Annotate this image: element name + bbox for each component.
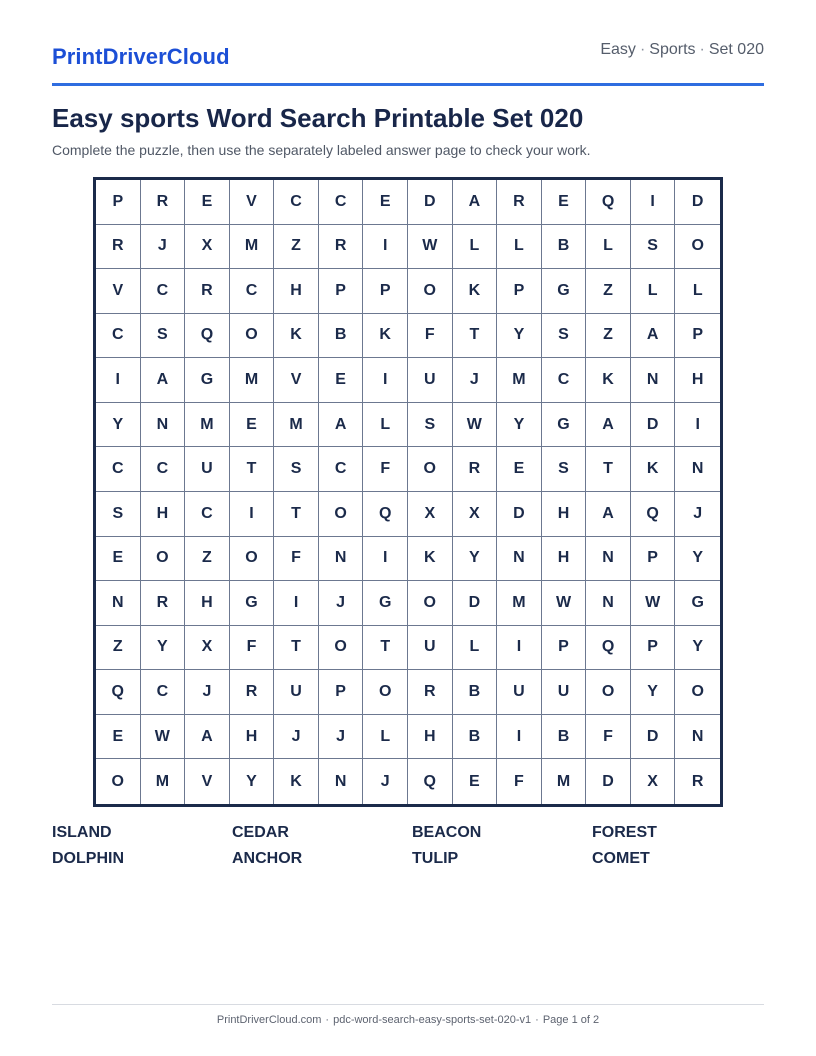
grid-cell: Y [230, 759, 275, 804]
grid-cell: S [96, 492, 141, 537]
grid-cell: T [230, 447, 275, 492]
grid-cell: K [363, 314, 408, 359]
grid-cell: S [542, 314, 587, 359]
grid-cell: G [542, 403, 587, 448]
grid-cell: B [319, 314, 364, 359]
grid-cell: U [185, 447, 230, 492]
grid-cell: I [675, 403, 720, 448]
grid-cell: J [675, 492, 720, 537]
meta-category: Sports [649, 41, 696, 58]
grid-cell: V [96, 269, 141, 314]
grid-cell: E [319, 358, 364, 403]
grid-cell: Y [631, 670, 676, 715]
grid-cell: L [586, 225, 631, 270]
grid-cell: P [631, 537, 676, 582]
grid-cell: O [230, 537, 275, 582]
grid-cell: N [96, 581, 141, 626]
grid-cell: H [274, 269, 319, 314]
grid-cell: I [497, 715, 542, 760]
grid-cell: H [542, 492, 587, 537]
grid-cell: X [631, 759, 676, 804]
grid-cell: O [675, 670, 720, 715]
meta-set: Set 020 [708, 41, 764, 58]
grid-cell: R [141, 180, 186, 225]
grid-cell: O [408, 447, 453, 492]
grid-cell: I [497, 626, 542, 671]
grid-cell: E [453, 759, 498, 804]
grid-cell: G [675, 581, 720, 626]
grid-cell: L [631, 269, 676, 314]
grid-cell: I [274, 581, 319, 626]
grid-cell: Y [96, 403, 141, 448]
page-subtitle: Complete the puzzle, then use the separately labeled answer page to check your work. [52, 142, 591, 158]
grid-cell: R [141, 581, 186, 626]
grid-cell: C [141, 447, 186, 492]
grid-cell: D [631, 403, 676, 448]
grid-cell: O [319, 492, 364, 537]
grid-cell: W [631, 581, 676, 626]
grid-cell: S [542, 447, 587, 492]
grid-cell: C [319, 447, 364, 492]
footer-divider [52, 1004, 764, 1005]
grid-cell: A [453, 180, 498, 225]
grid-cell: F [586, 715, 631, 760]
grid-cell: N [319, 537, 364, 582]
grid-cell: C [141, 269, 186, 314]
grid-cell: D [631, 715, 676, 760]
grid-cell: L [363, 715, 408, 760]
word-list-item: TULIP [412, 850, 459, 867]
grid-cell: E [363, 180, 408, 225]
grid-cell: K [408, 537, 453, 582]
word-search-grid [93, 177, 723, 807]
grid-cell: C [274, 180, 319, 225]
brand-logo: PrintDriverCloud [52, 44, 230, 69]
grid-cell: R [319, 225, 364, 270]
grid-cell: O [408, 581, 453, 626]
grid-cell: G [542, 269, 587, 314]
grid-cell: X [453, 492, 498, 537]
grid-cell: P [542, 626, 587, 671]
grid-cell: K [274, 314, 319, 359]
grid-cell: O [675, 225, 720, 270]
grid-cell: T [274, 626, 319, 671]
grid-cell: W [141, 715, 186, 760]
word-list [52, 824, 772, 868]
meta-separator: · [699, 41, 705, 58]
grid-cell: P [497, 269, 542, 314]
footer-separator: · [535, 1014, 539, 1026]
grid-cell: O [319, 626, 364, 671]
page-footer [0, 1014, 816, 1026]
grid-cell: R [497, 180, 542, 225]
grid-cell: O [96, 759, 141, 804]
grid-cell: D [586, 759, 631, 804]
grid-cell: W [542, 581, 587, 626]
grid-cell: N [675, 447, 720, 492]
grid-cell: Q [363, 492, 408, 537]
grid-cell: E [230, 403, 275, 448]
footer-document-id: pdc-word-search-easy-sports-set-020-v1 [333, 1014, 532, 1026]
grid-cell: I [363, 225, 408, 270]
grid-cell: I [363, 358, 408, 403]
grid-cell: Q [586, 180, 631, 225]
grid-cell: B [453, 715, 498, 760]
grid-cell: Q [408, 759, 453, 804]
grid-cell: L [453, 626, 498, 671]
grid-cell: D [408, 180, 453, 225]
grid-cell: N [586, 581, 631, 626]
grid-cell: C [542, 358, 587, 403]
grid-cell: S [274, 447, 319, 492]
grid-cell: C [96, 314, 141, 359]
word-list-item: BEACON [412, 824, 482, 841]
grid-cell: E [96, 715, 141, 760]
grid-cell: Z [586, 314, 631, 359]
grid-cell: X [185, 626, 230, 671]
grid-cell: D [497, 492, 542, 537]
grid-cell: N [675, 715, 720, 760]
grid-cell: P [319, 269, 364, 314]
grid-cell: O [586, 670, 631, 715]
grid-cell: I [363, 537, 408, 582]
grid-cell: F [363, 447, 408, 492]
grid-cell: O [408, 269, 453, 314]
grid-cell: C [96, 447, 141, 492]
grid-cell: A [319, 403, 364, 448]
grid-cell: Z [185, 537, 230, 582]
meta-difficulty: Easy [600, 41, 636, 58]
word-list-item: ANCHOR [232, 850, 303, 867]
grid-cell: H [230, 715, 275, 760]
grid-cell: I [96, 358, 141, 403]
grid-cell: L [453, 225, 498, 270]
footer-site: PrintDriverCloud.com [216, 1014, 322, 1026]
word-list-item: CEDAR [232, 824, 289, 841]
grid-cell: M [497, 358, 542, 403]
grid-cell: Y [497, 314, 542, 359]
grid-cell: V [185, 759, 230, 804]
grid-cell: J [141, 225, 186, 270]
grid-cell: P [675, 314, 720, 359]
grid-cell: O [363, 670, 408, 715]
grid-cell: D [675, 180, 720, 225]
grid-cell: N [319, 759, 364, 804]
grid-cell: R [453, 447, 498, 492]
grid-cell: U [408, 626, 453, 671]
grid-cell: N [141, 403, 186, 448]
grid-cell: T [586, 447, 631, 492]
grid-cell: B [453, 670, 498, 715]
grid-cell: R [691, 772, 704, 790]
grid-cell: Y [675, 537, 720, 582]
word-list-item: FOREST [592, 824, 657, 841]
grid-cell: J [274, 715, 319, 760]
grid-cell: L [675, 269, 720, 314]
grid-cell: K [453, 269, 498, 314]
grid-cell: P [363, 269, 408, 314]
grid-cell: U [408, 358, 453, 403]
footer-separator: · [325, 1014, 330, 1026]
word-list-item: ISLAND [52, 824, 112, 841]
footer-page-number: Page 1 of 2 [542, 1014, 600, 1026]
grid-cell: B [542, 225, 587, 270]
grid-cell: D [453, 581, 498, 626]
grid-cell: N [586, 537, 631, 582]
grid-cell: P [631, 626, 676, 671]
grid-cell: E [497, 447, 542, 492]
grid-cell: M [274, 403, 319, 448]
grid-cell: Q [631, 492, 676, 537]
grid-cell: O [230, 314, 275, 359]
grid-cell: L [363, 403, 408, 448]
grid-cell: J [185, 670, 230, 715]
grid-cell: J [319, 715, 364, 760]
grid-cell: F [230, 626, 275, 671]
grid-cell: A [586, 492, 631, 537]
grid-cell: N [497, 537, 542, 582]
grid-cell: R [408, 670, 453, 715]
grid-cell: U [497, 670, 542, 715]
grid-cell: T [274, 492, 319, 537]
grid-cell: G [363, 581, 408, 626]
grid-cell: F [408, 314, 453, 359]
grid-cell: Y [497, 403, 542, 448]
grid-cell: V [230, 180, 275, 225]
grid-cell: J [453, 358, 498, 403]
grid-cell: W [408, 225, 453, 270]
word-list-item: DOLPHIN [52, 850, 124, 867]
grid-cell: G [185, 358, 230, 403]
grid-cell: J [363, 759, 408, 804]
grid-cell: K [274, 759, 319, 804]
grid-cell: A [185, 715, 230, 760]
grid-cell: M [497, 581, 542, 626]
grid-cell: T [453, 314, 498, 359]
grid-cell: L [497, 225, 542, 270]
grid-cell: Y [675, 626, 720, 671]
grid-cell: F [497, 759, 542, 804]
grid-cell: I [230, 492, 275, 537]
grid-cell: Q [96, 670, 141, 715]
grid-cell: O [141, 537, 186, 582]
grid-cell: M [141, 759, 186, 804]
grid-cell: H [141, 492, 186, 537]
grid-cell: W [453, 403, 498, 448]
grid-cell: T [363, 626, 408, 671]
grid-cell: P [96, 180, 141, 225]
grid-cell: C [230, 269, 275, 314]
grid-cell: U [542, 670, 587, 715]
grid-cell: R [96, 225, 141, 270]
grid-cell: M [230, 358, 275, 403]
grid-cell: Q [185, 314, 230, 359]
grid-cell: E [185, 180, 230, 225]
grid-cell: M [230, 225, 275, 270]
grid-cell: Q [586, 626, 631, 671]
grid-cell: C [185, 492, 230, 537]
grid-cell: Y [453, 537, 498, 582]
grid-cell: Z [274, 225, 319, 270]
grid-cell: Z [586, 269, 631, 314]
grid-cell: Z [96, 626, 141, 671]
grid-cell: K [631, 447, 676, 492]
grid-cell: N [631, 358, 676, 403]
grid-cell: R [185, 269, 230, 314]
grid-cell: Y [141, 626, 186, 671]
grid-cell: M [542, 759, 587, 804]
page-title: Easy sports Word Search Printable Set 020 [52, 103, 584, 133]
grid-cell: X [408, 492, 453, 537]
grid-cell: H [408, 715, 453, 760]
grid-cell: C [141, 670, 186, 715]
grid-cell: C [319, 180, 364, 225]
grid-cell: G [230, 581, 275, 626]
grid-cell: X [185, 225, 230, 270]
grid-cell: I [631, 180, 676, 225]
grid-cell: H [675, 358, 720, 403]
grid-cell: E [542, 180, 587, 225]
grid-cell: P [319, 670, 364, 715]
grid-cell: A [141, 358, 186, 403]
grid-cell: B [542, 715, 587, 760]
grid-cell: S [141, 314, 186, 359]
grid-cell: S [631, 225, 676, 270]
grid-cell: S [408, 403, 453, 448]
header-divider [52, 83, 764, 86]
grid-cell: A [586, 403, 631, 448]
grid-cell: J [319, 581, 364, 626]
grid-cell: H [185, 581, 230, 626]
word-list-item: COMET [592, 850, 650, 867]
grid-cell: E [96, 537, 141, 582]
meta-separator: · [639, 41, 646, 58]
grid-cell: M [185, 403, 230, 448]
grid-cell: A [631, 314, 676, 359]
grid-cell: U [274, 670, 319, 715]
grid-cell: V [274, 358, 319, 403]
grid-cell: R [230, 670, 275, 715]
grid-cell: F [274, 537, 319, 582]
grid-cell: K [586, 358, 631, 403]
puzzle-meta [600, 41, 764, 59]
grid-cell: H [542, 537, 587, 582]
